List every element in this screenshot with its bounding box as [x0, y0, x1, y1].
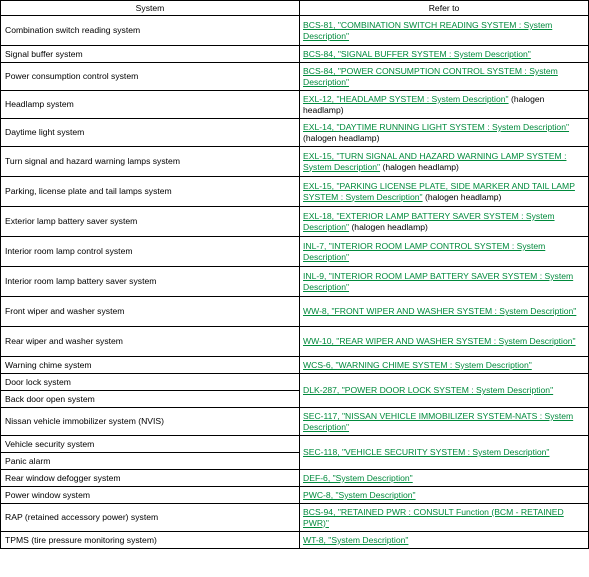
system-cell: Exterior lamp battery saver system: [1, 207, 300, 237]
reference-link[interactable]: EXL-14, "DAYTIME RUNNING LIGHT SYSTEM : System Description": [303, 122, 570, 132]
system-cell: Door lock system: [1, 374, 300, 391]
system-cell: Daytime light system: [1, 119, 300, 147]
system-cell: RAP (retained accessory power) system: [1, 504, 300, 532]
reference-link[interactable]: EXL-18, "EXTERIOR LAMP BATTERY SAVER SYSTEM : System Description": [303, 211, 555, 232]
refer-cell: [300, 532, 589, 549]
table-body: [1, 16, 589, 549]
system-cell: Interior room lamp battery saver system: [1, 267, 300, 297]
refer-cell: [300, 147, 589, 177]
reference-note: (halogen headlamp): [424, 191, 502, 202]
system-cell: Combination switch reading system: [1, 16, 300, 46]
reference-note: (halogen headlamp): [382, 161, 459, 172]
system-cell: Power window system: [1, 487, 300, 504]
system-cell: Vehicle security system: [1, 436, 300, 453]
reference-link[interactable]: DEF-6, "System Description": [303, 472, 413, 483]
table-row: [1, 436, 589, 453]
system-cell: Headlamp system: [1, 91, 300, 119]
table-row: [1, 147, 589, 177]
reference-link[interactable]: BCS-84, "POWER CONSUMPTION CONTROL SYSTEM : System Description": [303, 66, 558, 87]
system-cell: Parking, license plate and tail lamps system: [1, 177, 300, 207]
table-row: [1, 297, 589, 327]
system-cell: Power consumption control system: [1, 63, 300, 91]
reference-link[interactable]: EXL-15, "PARKING LICENSE PLATE, SIDE MARKER AND TAIL LAMP SYSTEM : System Description": [303, 181, 575, 202]
reference-link[interactable]: EXL-15, "TURN SIGNAL AND HAZARD WARNING LAMP SYSTEM : System Description": [303, 151, 567, 172]
table-row: [1, 46, 589, 63]
system-cell: TPMS (tire pressure monitoring system): [1, 532, 300, 549]
header-system: System: [1, 1, 300, 16]
system-cell: Back door open system: [1, 391, 300, 408]
reference-link[interactable]: EXL-12, "HEADLAMP SYSTEM : System Description": [303, 94, 509, 104]
table-row: [1, 267, 589, 297]
refer-cell: [300, 436, 589, 470]
refer-cell: [300, 374, 589, 408]
reference-link[interactable]: WW-10, "REAR WIPER AND WASHER SYSTEM : System Description": [303, 336, 576, 347]
reference-link[interactable]: BCS-81, "COMBINATION SWITCH READING SYSTEM : System Description": [303, 20, 553, 41]
reference-link[interactable]: PWC-8, "System Description": [303, 489, 416, 500]
reference-note: (halogen headlamp): [303, 132, 380, 143]
header-row: [1, 1, 589, 16]
table-row: [1, 207, 589, 237]
reference-link[interactable]: WCS-6, "WARNING CHIME SYSTEM : System Description": [303, 359, 532, 370]
refer-cell: [300, 357, 589, 374]
refer-cell: [300, 46, 589, 63]
table-row: [1, 504, 589, 532]
system-cell: Interior room lamp control system: [1, 237, 300, 267]
reference-link[interactable]: WW-8, "FRONT WIPER AND WASHER SYSTEM : System Description": [303, 306, 577, 317]
reference-link[interactable]: SEC-117, "NISSAN VEHICLE IMMOBILIZER SYSTEM-NATS : System Description": [303, 411, 574, 432]
table-row: [1, 237, 589, 267]
system-cell: Front wiper and washer system: [1, 297, 300, 327]
reference-note: (halogen headlamp): [351, 221, 428, 232]
table-row: [1, 63, 589, 91]
refer-cell: [300, 267, 589, 297]
reference-link[interactable]: INL-9, "INTERIOR ROOM LAMP BATTERY SAVER SYSTEM : System Description": [303, 271, 574, 292]
refer-cell: [300, 470, 589, 487]
system-cell: Nissan vehicle immobilizer system (NVIS): [1, 408, 300, 436]
refer-cell: [300, 63, 589, 91]
reference-link[interactable]: WT-8, "System Description": [303, 534, 409, 545]
reference-link[interactable]: BCS-84, "SIGNAL BUFFER SYSTEM : System Description": [303, 48, 531, 59]
refer-cell: [300, 327, 589, 357]
table-row: [1, 327, 589, 357]
table-row: [1, 487, 589, 504]
refer-cell: [300, 237, 589, 267]
refer-cell: [300, 487, 589, 504]
refer-cell: [300, 408, 589, 436]
refer-cell: [300, 297, 589, 327]
refer-cell: [300, 119, 589, 147]
reference-link[interactable]: SEC-118, "VEHICLE SECURITY SYSTEM : System Description": [303, 447, 550, 458]
refer-cell: [300, 177, 589, 207]
header-refer: Refer to: [300, 1, 589, 16]
system-cell: Rear window defogger system: [1, 470, 300, 487]
refer-cell: [300, 91, 589, 119]
refer-cell: [300, 16, 589, 46]
system-cell: Turn signal and hazard warning lamps system: [1, 147, 300, 177]
system-cell: Panic alarm: [1, 453, 300, 470]
refer-cell: [300, 207, 589, 237]
table-row: [1, 408, 589, 436]
reference-note: (halogen headlamp): [303, 94, 545, 115]
reference-link[interactable]: BCS-94, "RETAINED PWR : CONSULT Function (BCM - RETAINED PWR)": [303, 507, 564, 528]
reference-link[interactable]: INL-7, "INTERIOR ROOM LAMP CONTROL SYSTEM : System Description": [303, 241, 546, 262]
system-cell: Signal buffer system: [1, 46, 300, 63]
system-cell: Rear wiper and washer system: [1, 327, 300, 357]
system-cell: Warning chime system: [1, 357, 300, 374]
table-row: [1, 119, 589, 147]
table-row: [1, 16, 589, 46]
reference-link[interactable]: DLK-287, "POWER DOOR LOCK SYSTEM : System Description": [303, 385, 554, 396]
table-row: [1, 357, 589, 374]
refer-cell: [300, 504, 589, 532]
table-row: [1, 177, 589, 207]
table-row: [1, 470, 589, 487]
table-row: [1, 532, 589, 549]
table-row: [1, 91, 589, 119]
table-row: [1, 374, 589, 391]
